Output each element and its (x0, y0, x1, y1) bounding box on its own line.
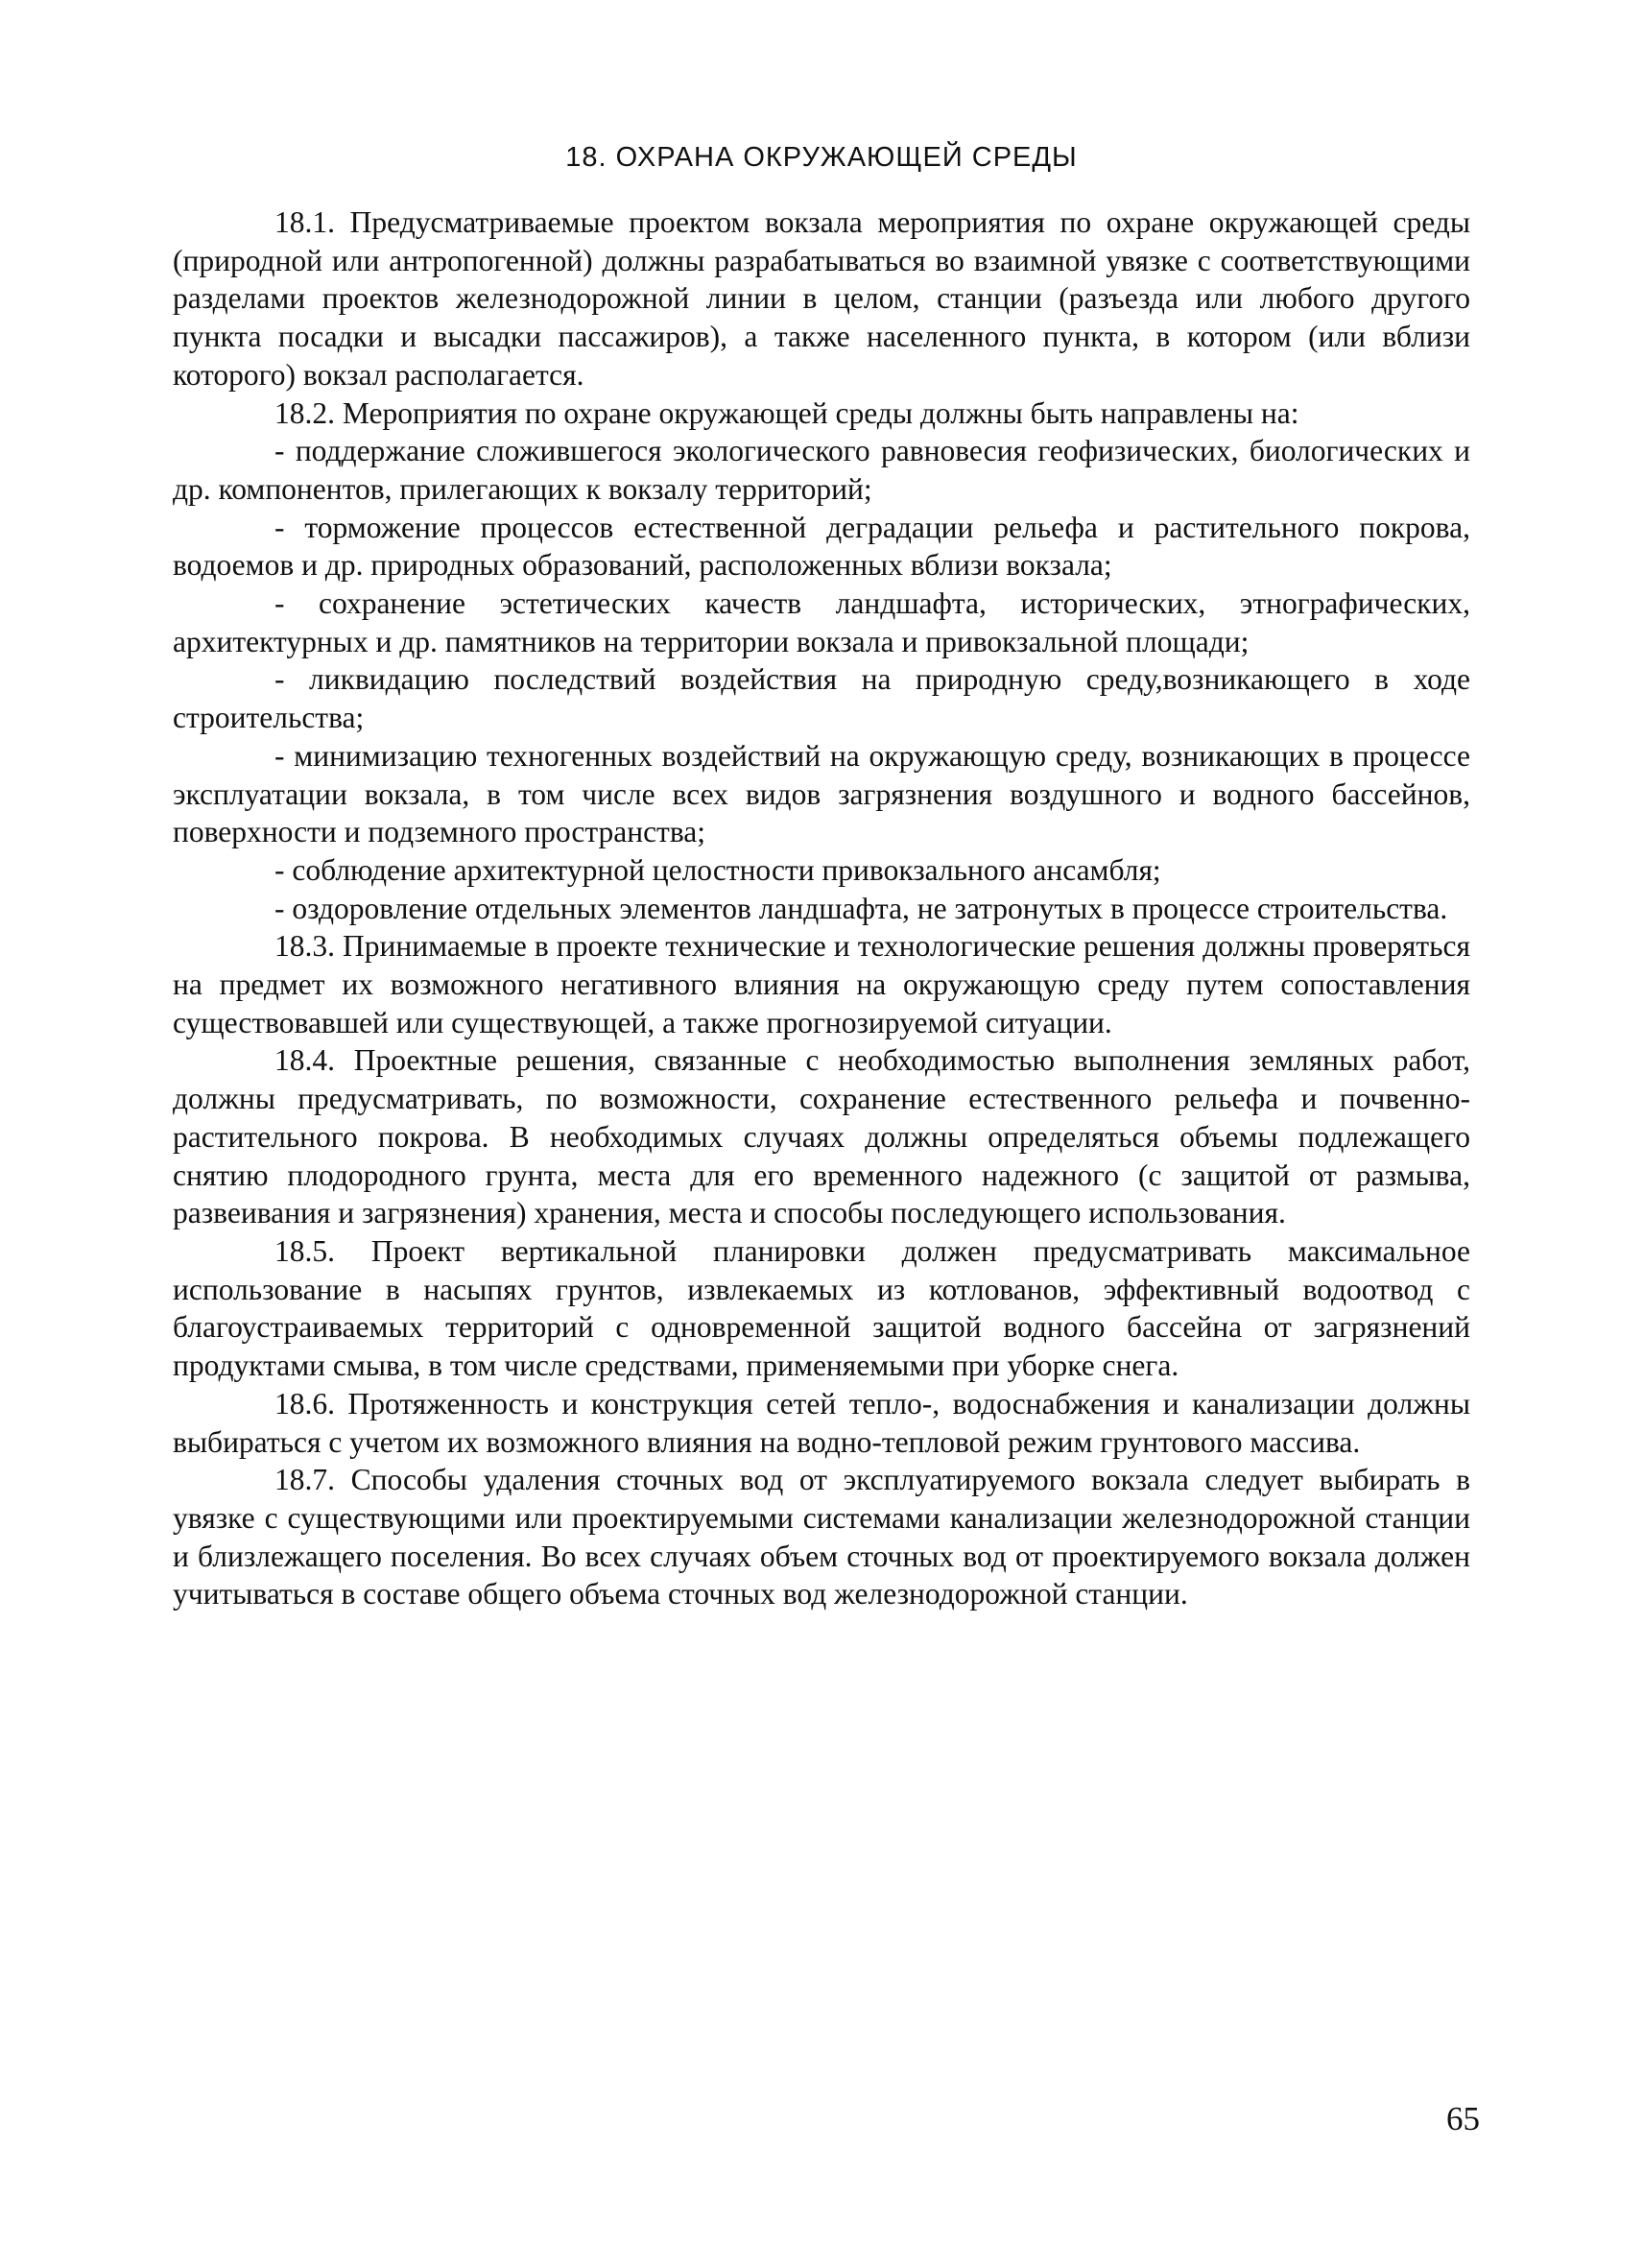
page-number: 65 (1446, 2100, 1480, 2137)
list-item: - оздоровление отдельных элементов ландшафта, не затронутых в процессе строительства. (274, 891, 1448, 925)
section-heading: 18. ОХРАНА ОКРУЖАЮЩЕЙ СРЕДЫ (565, 142, 1078, 173)
paragraph-18-5: 18.5. Проект вертикальной планировки должен предусматривать максимальное использование в насыпях грунтов, извлекаемых из котлованов, эффективный водоотвод с благоустраиваемых территорий с одновременной защитой водного бассейна от загрязнений продуктами смыва, в том числе средствами, применяемыми при уборке снега. (173, 1233, 1470, 1383)
list-item: - торможение процессов естественной деградации рельефа и растительного покрова, водоемов и др. природных образований, расположенных вблизи вокзала; (173, 510, 1470, 583)
paragraph-18-2: 18.2. Мероприятия по охране окружающей среды должны быть направлены на: (274, 395, 1299, 430)
paragraph-18-3: 18.3. Принимаемые в проекте технические и технологические решения должны проверяться на предмет их возможного негативного влияния на окружающую среду путем сопоставления существовавшей или существующей, а также прогнозируемой ситуации. (173, 929, 1470, 1039)
list-item: - соблюдение архитектурной целостности привокзального ансамбля; (274, 852, 1161, 887)
list-item: - поддержание сложившегося экологического равновесия геофизических, биологических и др. компонентов, прилегающих к вокзалу территорий; (173, 434, 1470, 506)
list-item: - сохранение эстетических качеств ландшафта, исторических, этнографических, архитектурных и др. памятников на территории вокзала и привокзальной площади; (173, 586, 1470, 658)
list-item: - минимизацию техногенных воздействий на окружающую среду, возникающих в процессе эксплуатации вокзала, в том числе всех видов загрязнения воздушного и водного бассейнов, поверхности и подземного пространства; (173, 738, 1470, 849)
paragraph-18-6: 18.6. Протяженность и конструкция сетей тепло-, водоснабжения и канализации должны выбираться с учетом их возможного влияния на водно-тепловой режим грунтового массива. (173, 1386, 1470, 1459)
paragraph-18-1: 18.1. Предусматриваемые проектом вокзала мероприятия по охране окружающей среды (природной или антропогенной) должны разрабатываться во взаимной увязке с соответствующими разделами проектов железнодорожной линии в целом, станции (разъезда или любого другого пункта посадки и высадки пассажиров), а также населенного пункта, в котором (или вблизи которого) вокзал располагается. (173, 205, 1470, 392)
paragraph-18-4: 18.4. Проектные решения, связанные с необходимостью выполнения земляных работ, должны предусматривать, по возможности, сохранение естественного рельефа и почвенно-растительного покрова. В необходимых случаях должны определяться объемы подлежащего снятию плодородного грунта, места для его временного надежного (с защитой от размыва, развеивания и загрязнения) хранения, места и способы последующего использования. (173, 1043, 1470, 1230)
list-item: - ликвидацию последствий воздействия на природную среду,возникающего в ходе строительства; (173, 662, 1470, 735)
paragraph-18-7: 18.7. Способы удаления сточных вод от эксплуатируемого вокзала следует выбирать в увязке с существующими или проектируемыми системами канализации железнодорожной станции и близлежащего поселения. Во всех случаях объем сточных вод от проектируемого вокзала должен учитываться в составе общего объема сточных вод железнодорожной станции. (173, 1463, 1470, 1611)
section-body (173, 203, 1470, 1613)
